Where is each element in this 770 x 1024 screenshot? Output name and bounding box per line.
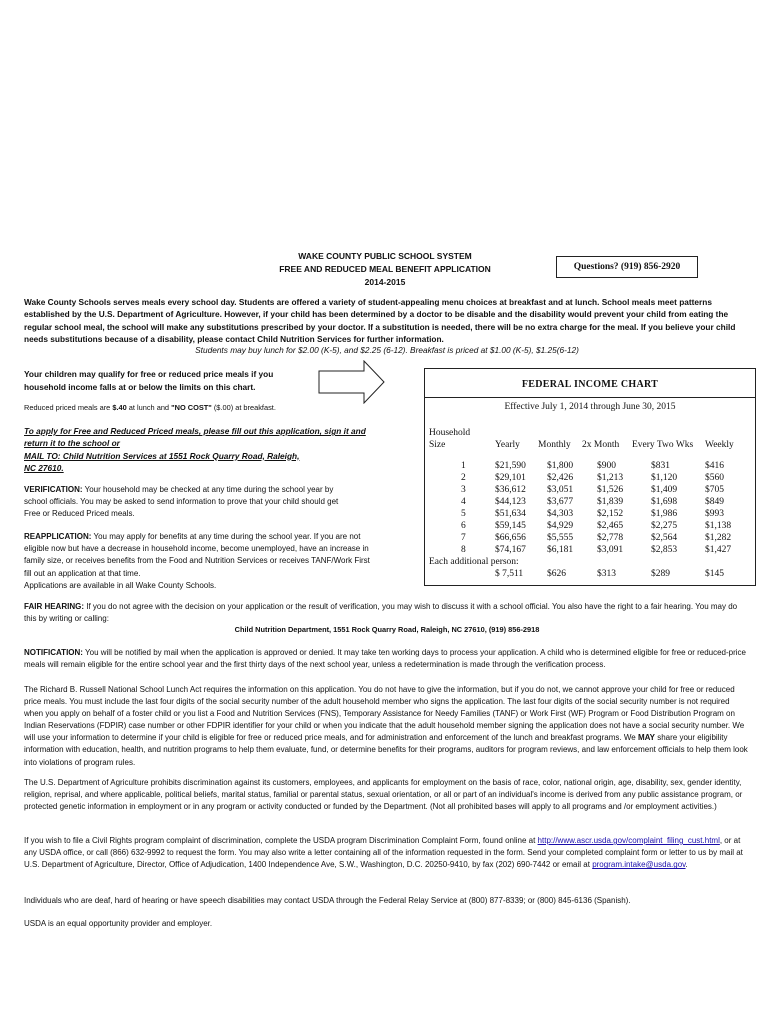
russell-act-paragraph: [24, 684, 750, 769]
cell-monthly: $1,800: [547, 461, 574, 471]
cell-yearly: $74,167: [495, 545, 526, 555]
civil-rights-text-before: If you wish to file a Civil Rights program complaint of discrimination, complete the USDA program Discrimination Complaint Form, found online at: [24, 836, 538, 845]
cell-weekly: $560: [705, 473, 724, 483]
cell-twice-month: $1,839: [597, 497, 624, 507]
cell-every-two-wks: $2,275: [651, 521, 678, 531]
federal-chart-title: FEDERAL INCOME CHART: [521, 379, 659, 390]
cell-twice-month: $2,465: [597, 521, 624, 531]
qualify-line-2: household income falls at or below the limits on this chart.: [24, 381, 256, 392]
col-header-twice-month: 2x Month: [582, 440, 620, 450]
notification-label: NOTIFICATION:: [24, 648, 83, 657]
reduced-note-suffix: ($.00) at breakfast.: [211, 403, 276, 412]
cell-monthly: $3,677: [547, 497, 574, 507]
cell-household-size: 2: [461, 473, 466, 483]
additional-weekly: $145: [705, 569, 724, 579]
student-meal-prices: Students may buy lunch for $2.00 (K-5), and $2.25 (6-12). Breakfast is priced at $1.00 (K-5), $1.25(6-12): [195, 345, 579, 355]
cell-household-size: 6: [461, 521, 466, 531]
federal-chart-effective-dates: Effective July 1, 2014 through June 30, 2015: [504, 402, 676, 412]
civil-rights-text-middle: , or at any USDA office, or call (866) 632-9992 to request the form. You may also write a letter containing all of the information requested in the form. Send your completed complaint form or letter to us by mail at U.S. Department of Agriculture, Director, Office of Adjudication, 1400 Independence Ave, S.W., Washington, D.C. 20250-9410, by fax (202) 690-7442 or email at: [24, 836, 743, 870]
cell-monthly: $2,426: [547, 473, 574, 483]
cell-yearly: $66,656: [495, 533, 526, 543]
cell-every-two-wks: $831: [651, 461, 670, 471]
cell-monthly: $6,181: [547, 545, 574, 555]
civil-rights-paragraph: [24, 835, 750, 871]
additional-every-two-wks: $289: [651, 569, 670, 579]
cell-yearly: $29,101: [495, 473, 526, 483]
reapplication-section: [24, 531, 374, 592]
qualify-statement: [24, 368, 324, 393]
to-apply-line-3: MAIL TO: Child Nutrition Services at 1551 Rock Quarry Road, Raleigh,: [24, 450, 300, 461]
cell-weekly: $1,427: [705, 545, 732, 555]
cell-household-size: 4: [461, 497, 466, 507]
reduced-price-amount: $.40: [112, 403, 127, 412]
col-header-size-label: Size: [429, 440, 446, 450]
reapplication-text: You may apply for benefits at any time during the school year. If you are not eligible now but have a decrease in household income, become unemployed, have an increase in family size, or receives benefits from the Food and Nutrition Services or receives TANF/Work First fill out an application at that time.: [24, 532, 370, 578]
reduced-note-middle: at lunch and: [126, 403, 172, 412]
cell-every-two-wks: $1,986: [651, 509, 678, 519]
federal-chart-divider: [425, 397, 755, 398]
verification-label: VERIFICATION:: [24, 485, 83, 494]
cell-twice-month: $900: [597, 461, 616, 471]
cell-monthly: $3,051: [547, 485, 574, 495]
reduced-note-prefix: Reduced priced meals are: [24, 403, 113, 412]
col-header-monthly: Monthly: [538, 440, 571, 450]
additional-person-label: Each additional person:: [429, 557, 519, 567]
document-header: [250, 250, 520, 289]
cell-yearly: $59,145: [495, 521, 526, 531]
cell-monthly: $4,929: [547, 521, 574, 531]
cell-monthly: $4,303: [547, 509, 574, 519]
additional-yearly: $ 7,511: [495, 569, 524, 579]
cell-yearly: $51,634: [495, 509, 526, 519]
cell-weekly: $705: [705, 485, 724, 495]
cell-yearly: $44,123: [495, 497, 526, 507]
questions-phone-box: Questions? (919) 856-2920: [556, 256, 698, 278]
reduced-price-note: [24, 403, 354, 412]
cell-twice-month: $2,778: [597, 533, 624, 543]
cell-twice-month: $2,152: [597, 509, 624, 519]
fair-hearing-text: If you do not agree with the decision on your application or the result of verification, you may wish to discuss it with a school official. You also have the right to a fair hearing. You may do this by writing or calling:: [24, 602, 738, 623]
russell-may-emphasis: MAY: [637, 733, 655, 743]
cell-household-size: 5: [461, 509, 466, 519]
deaf-relay-paragraph: Individuals who are deaf, hard of hearing or have speech disabilities may contact USDA through the Federal Relay Service at (800) 877-8339; or (800) 845-6136 (Spanish).: [24, 896, 631, 905]
cell-weekly: $849: [705, 497, 724, 507]
col-header-weekly: Weekly: [705, 440, 734, 450]
col-header-every-two-wks: Every Two Wks: [632, 440, 694, 450]
cell-household-size: 1: [461, 461, 466, 471]
equal-opportunity-statement: USDA is an equal opportunity provider and employer.: [24, 919, 213, 928]
reapplication-label: REAPPLICATION:: [24, 532, 92, 541]
russell-text-before: The Richard B. Russell National School Lunch Act requires the information on this application. You do not have to give the information, but if you do not, we cannot approve your child for free or reduced price meals. You must include the last four digits of the social security number of the adult household member who signs the application. The last four digits of the social security number is not required when you apply on behalf of a foster child or you list a Food and Nutrition Services (FNS), Temporary Assistance for Needy Families (TANF) or Work First (WF) Program or Food Distribution Program on Indian Reservations (FDPIR) case number or other FDPIR identifier for your child or when you indicate that the adult household member signing the application does not have a social security number. We will use your information to determine if your child is eligible for free or reduced price meals, and for administration and enforcement of the lunch and breakfast programs. We: [24, 685, 745, 743]
cell-every-two-wks: $1,409: [651, 485, 678, 495]
fair-hearing-section: [24, 601, 750, 625]
cell-household-size: 3: [461, 485, 466, 495]
cell-weekly: $1,138: [705, 521, 732, 531]
cell-twice-month: $1,526: [597, 485, 624, 495]
no-cost-label: "NO COST": [171, 403, 212, 412]
cell-yearly: $21,590: [495, 461, 526, 471]
cell-weekly: $993: [705, 509, 724, 519]
cell-twice-month: $3,091: [597, 545, 624, 555]
cell-twice-month: $1,213: [597, 473, 624, 483]
fair-hearing-label: FAIR HEARING:: [24, 602, 84, 611]
cell-household-size: 7: [461, 533, 466, 543]
usda-nondiscrimination-paragraph: The U.S. Department of Agriculture prohibits discrimination against its customers, employees, and applicants for employment on the basis of race, color, national origin, age, disability, sex, gender identity, religion, reprisal, and where applicable, political beliefs, marital status, familial or parental status, sexual orientation, or all or part of an individual's income is derived from any public assistance program, or protected genetic information in employment or in any program or activity conducted or funded by the Department. (Not all prohibited bases will apply to all programs and /or employment activities.): [24, 778, 743, 812]
qualify-line-1: Your children may qualify for free or reduced price meals if you: [24, 369, 274, 379]
additional-monthly: $626: [547, 569, 566, 579]
reapplication-availability: Applications are available in all Wake County Schools.: [24, 580, 217, 590]
header-line-1: WAKE COUNTY PUBLIC SCHOOL SYSTEM: [298, 251, 472, 261]
federal-income-chart: [424, 368, 756, 586]
cell-every-two-wks: $1,120: [651, 473, 678, 483]
verification-text: Your household may be checked at any time during the school year by school officials. You may be asked to send information to prove that your child should get Free or Reduced Priced meals.: [24, 485, 339, 519]
verification-section: [24, 484, 354, 521]
to-apply-line-4: NC 27610.: [24, 462, 64, 473]
header-line-2: FREE AND REDUCED MEAL BENEFIT APPLICATION: [279, 264, 491, 274]
header-line-3: 2014-2015: [364, 277, 406, 287]
civil-rights-text-after: .: [685, 860, 688, 870]
cell-every-two-wks: $2,564: [651, 533, 678, 543]
col-header-household: [429, 427, 470, 451]
notification-section: [24, 647, 750, 671]
cell-every-two-wks: $1,698: [651, 497, 678, 507]
notification-text: You will be notified by mail when the application is approved or denied. It may take ten working days to process your application. A child who is determined eligible for free or reduced-price meals will remain eligible for the entire school year and the first thirty days of the next school year, unless a redetermination is made through the verification process.: [24, 648, 746, 670]
to-apply-instructions: [24, 425, 384, 474]
intro-paragraph: Wake County Schools serves meals every school day. Students are offered a variety of student-appealing menu choices at breakfast and at lunch. School meals meet patterns established by the U.S. Department of Agriculture. However, if your child has been determined by a doctor to be disable and the disability would prevent your child from eating the regular school meal, the school will make any substitutions prescribed by your doctor. If a substitution is needed, there will be no extra charge for the meal. If you believe your child needs substitutions because of a disability, please contact Child Nutrition Services for further information.: [24, 297, 736, 344]
complaint-form-link[interactable]: http://www.ascr.usda.gov/complaint_filing_cust.html: [537, 836, 720, 845]
to-apply-line-1: To apply for Free and Reduced Priced meals, please fill out this application, sign it and: [24, 426, 366, 436]
fair-hearing-address: Child Nutrition Department, 1551 Rock Quarry Road, Raleigh, NC 27610, (919) 856-2918: [234, 625, 540, 634]
russell-text-after: share your eligibility information with education, health, and nutrition programs to help them evaluate, fund, or determine benefits for their programs, auditors for program reviews, and law enforcement officials to help them look into violations of program rules.: [24, 733, 748, 767]
program-intake-email-link[interactable]: program.intake@usda.gov: [592, 860, 686, 870]
cell-household-size: 8: [461, 545, 466, 555]
cell-weekly: $416: [705, 461, 724, 471]
col-header-yearly: Yearly: [495, 440, 520, 450]
cell-monthly: $5,555: [547, 533, 574, 543]
cell-weekly: $1,282: [705, 533, 732, 543]
right-arrow-icon: [318, 360, 386, 404]
cell-every-two-wks: $2,853: [651, 545, 678, 555]
cell-yearly: $36,612: [495, 485, 526, 495]
additional-twice-month: $313: [597, 569, 616, 579]
to-apply-line-2: return it to the school or: [24, 438, 120, 449]
col-header-household-label: Household: [429, 428, 471, 438]
